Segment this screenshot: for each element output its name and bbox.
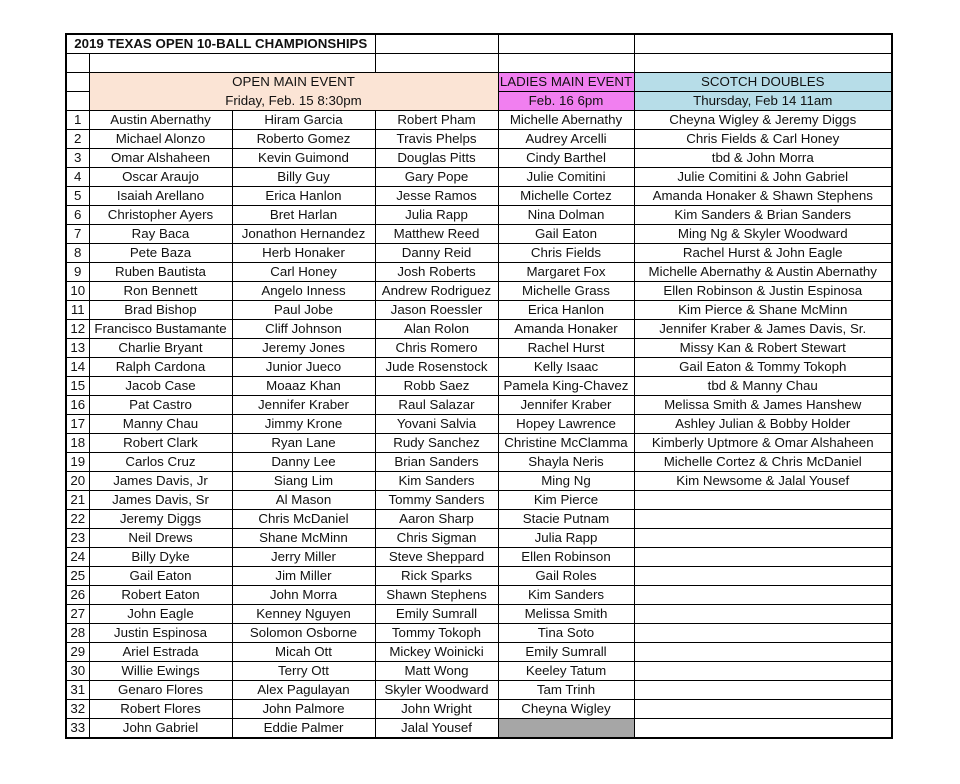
row-number: 8 — [66, 244, 89, 263]
open-player-col3: Douglas Pitts — [375, 149, 498, 168]
open-player-col2: Jimmy Krone — [232, 415, 375, 434]
ladies-player: Kim Sanders — [498, 586, 634, 605]
row-number: 21 — [66, 491, 89, 510]
ladies-player: Kelly Isaac — [498, 358, 634, 377]
table-row — [66, 586, 892, 605]
open-player-col2: Angelo Inness — [232, 282, 375, 301]
table-row — [66, 358, 892, 377]
scotch-doubles-team: Ellen Robinson & Justin Espinosa — [634, 282, 892, 301]
scotch-doubles-team: Kim Newsome & Jalal Yousef — [634, 472, 892, 491]
open-player-col3: Jalal Yousef — [375, 719, 498, 739]
table-row — [66, 301, 892, 320]
row-number: 10 — [66, 282, 89, 301]
open-player-col2: Siang Lim — [232, 472, 375, 491]
open-player-col3: Rudy Sanchez — [375, 434, 498, 453]
row-number: 18 — [66, 434, 89, 453]
row-number: 27 — [66, 605, 89, 624]
open-player-col2: Kevin Guimond — [232, 149, 375, 168]
open-player-col3: John Wright — [375, 700, 498, 719]
table-row — [66, 396, 892, 415]
row-number: 33 — [66, 719, 89, 739]
open-player-col3: Danny Reid — [375, 244, 498, 263]
row-number: 23 — [66, 529, 89, 548]
row-number: 16 — [66, 396, 89, 415]
table-row — [66, 510, 892, 529]
table-row — [66, 605, 892, 624]
open-player-col1: Genaro Flores — [89, 681, 232, 700]
blank-cell — [89, 54, 375, 73]
table-row — [66, 111, 892, 130]
open-player-col2: Moaaz Khan — [232, 377, 375, 396]
open-player-col3: Robert Pham — [375, 111, 498, 130]
table-row — [66, 472, 892, 491]
ladies-main-event-header: LADIES MAIN EVENT — [498, 73, 634, 92]
scotch-doubles-team: Kim Sanders & Brian Sanders — [634, 206, 892, 225]
open-player-col1: Willie Ewings — [89, 662, 232, 681]
row-number: 13 — [66, 339, 89, 358]
row-number: 22 — [66, 510, 89, 529]
ladies-player: Pamela King-Chavez — [498, 377, 634, 396]
row-number: 2 — [66, 130, 89, 149]
open-player-col1: Omar Alshaheen — [89, 149, 232, 168]
table-row — [66, 149, 892, 168]
scotch-doubles-team — [634, 719, 892, 739]
table-row — [66, 719, 892, 739]
open-player-col2: Shane McMinn — [232, 529, 375, 548]
open-main-event-date: Friday, Feb. 15 8:30pm — [89, 92, 498, 111]
scotch-doubles-team — [634, 529, 892, 548]
row-number: 11 — [66, 301, 89, 320]
open-player-col1: Manny Chau — [89, 415, 232, 434]
open-player-col3: Rick Sparks — [375, 567, 498, 586]
open-player-col3: Travis Phelps — [375, 130, 498, 149]
scotch-doubles-team: Gail Eaton & Tommy Tokoph — [634, 358, 892, 377]
open-player-col2: Billy Guy — [232, 168, 375, 187]
scotch-doubles-team: Amanda Honaker & Shawn Stephens — [634, 187, 892, 206]
table-row — [66, 529, 892, 548]
table-row — [66, 548, 892, 567]
table-row — [66, 339, 892, 358]
open-player-col1: James Davis, Sr — [89, 491, 232, 510]
table-row — [66, 567, 892, 586]
row-number: 6 — [66, 206, 89, 225]
ladies-player: Tina Soto — [498, 624, 634, 643]
blank-cell — [634, 54, 892, 73]
open-player-col2: Roberto Gomez — [232, 130, 375, 149]
table-row — [66, 168, 892, 187]
ladies-player: Gail Roles — [498, 567, 634, 586]
ladies-player: Michelle Abernathy — [498, 111, 634, 130]
row-number: 20 — [66, 472, 89, 491]
ladies-main-event-date: Feb. 16 6pm — [498, 92, 634, 111]
roster-table — [65, 33, 893, 739]
open-player-col3: Jude Rosenstock — [375, 358, 498, 377]
ladies-player: Kim Pierce — [498, 491, 634, 510]
open-player-col1: Michael Alonzo — [89, 130, 232, 149]
scotch-doubles-team — [634, 624, 892, 643]
table-row — [66, 491, 892, 510]
scotch-doubles-team: Melissa Smith & James Hanshew — [634, 396, 892, 415]
row-number: 31 — [66, 681, 89, 700]
open-player-col2: Carl Honey — [232, 263, 375, 282]
ladies-player: Julia Rapp — [498, 529, 634, 548]
open-player-col1: Christopher Ayers — [89, 206, 232, 225]
title-row-blank-cell — [498, 34, 634, 54]
open-player-col1: Charlie Bryant — [89, 339, 232, 358]
table-row — [66, 320, 892, 339]
title-row-blank-cell — [375, 34, 498, 54]
ladies-player: Stacie Putnam — [498, 510, 634, 529]
open-player-col3: Andrew Rodriguez — [375, 282, 498, 301]
open-player-col1: Isaiah Arellano — [89, 187, 232, 206]
open-player-col1: Robert Eaton — [89, 586, 232, 605]
scotch-doubles-team — [634, 700, 892, 719]
open-player-col3: Gary Pope — [375, 168, 498, 187]
scotch-doubles-date: Thursday, Feb 14 11am — [634, 92, 892, 111]
scotch-doubles-team: Jennifer Kraber & James Davis, Sr. — [634, 320, 892, 339]
open-player-col1: Ariel Estrada — [89, 643, 232, 662]
row-number: 9 — [66, 263, 89, 282]
ladies-player: Cindy Barthel — [498, 149, 634, 168]
scotch-doubles-team: Cheyna Wigley & Jeremy Diggs — [634, 111, 892, 130]
open-player-col2: Eddie Palmer — [232, 719, 375, 739]
scotch-doubles-team: Kim Pierce & Shane McMinn — [634, 301, 892, 320]
scotch-doubles-team: Julie Comitini & John Gabriel — [634, 168, 892, 187]
open-player-col2: Alex Pagulayan — [232, 681, 375, 700]
sheet-title: 2019 TEXAS OPEN 10-BALL CHAMPIONSHIPS — [66, 34, 375, 54]
table-row — [66, 415, 892, 434]
ladies-player: Emily Sumrall — [498, 643, 634, 662]
ladies-player: Julie Comitini — [498, 168, 634, 187]
row-number: 3 — [66, 149, 89, 168]
table-row — [66, 225, 892, 244]
open-player-col2: John Morra — [232, 586, 375, 605]
row-number: 7 — [66, 225, 89, 244]
ladies-player: Keeley Tatum — [498, 662, 634, 681]
open-player-col2: Chris McDaniel — [232, 510, 375, 529]
open-player-col3: Steve Sheppard — [375, 548, 498, 567]
open-player-col3: Brian Sanders — [375, 453, 498, 472]
open-player-col1: Jeremy Diggs — [89, 510, 232, 529]
table-row — [66, 206, 892, 225]
open-player-col1: Carlos Cruz — [89, 453, 232, 472]
ladies-player: Amanda Honaker — [498, 320, 634, 339]
open-player-col1: Francisco Bustamante — [89, 320, 232, 339]
open-player-col1: Oscar Araujo — [89, 168, 232, 187]
open-player-col3: Tommy Tokoph — [375, 624, 498, 643]
open-player-col2: Ryan Lane — [232, 434, 375, 453]
ladies-player: Chris Fields — [498, 244, 634, 263]
table-row — [66, 700, 892, 719]
open-player-col3: Tommy Sanders — [375, 491, 498, 510]
open-player-col2: Jeremy Jones — [232, 339, 375, 358]
table-row — [66, 662, 892, 681]
open-player-col1: Neil Drews — [89, 529, 232, 548]
open-player-col3: Yovani Salvia — [375, 415, 498, 434]
ladies-player: Jennifer Kraber — [498, 396, 634, 415]
row-number: 4 — [66, 168, 89, 187]
open-player-col1: Billy Dyke — [89, 548, 232, 567]
header-num-cell — [66, 92, 89, 111]
row-number: 24 — [66, 548, 89, 567]
open-player-col3: Mickey Woinicki — [375, 643, 498, 662]
title-row-blank-cell — [634, 34, 892, 54]
open-player-col2: Al Mason — [232, 491, 375, 510]
scotch-doubles-header: SCOTCH DOUBLES — [634, 73, 892, 92]
table-row — [66, 681, 892, 700]
open-player-col3: Josh Roberts — [375, 263, 498, 282]
open-player-col3: Shawn Stephens — [375, 586, 498, 605]
open-player-col1: Robert Flores — [89, 700, 232, 719]
ladies-player: Ming Ng — [498, 472, 634, 491]
scotch-doubles-team: Ashley Julian & Bobby Holder — [634, 415, 892, 434]
scotch-doubles-team — [634, 643, 892, 662]
table-row — [66, 187, 892, 206]
open-player-col2: Danny Lee — [232, 453, 375, 472]
scotch-doubles-team: tbd & Manny Chau — [634, 377, 892, 396]
row-number: 26 — [66, 586, 89, 605]
row-number: 32 — [66, 700, 89, 719]
row-number: 1 — [66, 111, 89, 130]
table-row — [66, 377, 892, 396]
header-row-2 — [66, 92, 892, 111]
ladies-player: Margaret Fox — [498, 263, 634, 282]
open-player-col1: Justin Espinosa — [89, 624, 232, 643]
open-player-col3: Kim Sanders — [375, 472, 498, 491]
ladies-player: Hopey Lawrence — [498, 415, 634, 434]
table-row — [66, 282, 892, 301]
open-player-col3: Alan Rolon — [375, 320, 498, 339]
ladies-player: Melissa Smith — [498, 605, 634, 624]
ladies-player: Erica Hanlon — [498, 301, 634, 320]
scotch-doubles-team — [634, 605, 892, 624]
open-player-col2: Junior Jueco — [232, 358, 375, 377]
header-num-cell — [66, 73, 89, 92]
open-player-col2: Erica Hanlon — [232, 187, 375, 206]
ladies-player: Christine McClamma — [498, 434, 634, 453]
open-player-col3: Skyler Woodward — [375, 681, 498, 700]
open-player-col1: Gail Eaton — [89, 567, 232, 586]
row-number: 30 — [66, 662, 89, 681]
open-player-col1: Ralph Cardona — [89, 358, 232, 377]
open-player-col2: Bret Harlan — [232, 206, 375, 225]
blank-cell — [375, 54, 498, 73]
ladies-player: Audrey Arcelli — [498, 130, 634, 149]
open-player-col3: Julia Rapp — [375, 206, 498, 225]
open-player-col1: Ron Bennett — [89, 282, 232, 301]
blank-cell — [498, 54, 634, 73]
open-player-col2: Jonathon Hernandez — [232, 225, 375, 244]
ladies-player: Michelle Cortez — [498, 187, 634, 206]
open-player-col2: Jennifer Kraber — [232, 396, 375, 415]
table-row — [66, 624, 892, 643]
open-player-col2: Hiram Garcia — [232, 111, 375, 130]
scotch-doubles-team: tbd & John Morra — [634, 149, 892, 168]
scotch-doubles-team: Kimberly Uptmore & Omar Alshaheen — [634, 434, 892, 453]
table-row — [66, 130, 892, 149]
row-number: 5 — [66, 187, 89, 206]
open-player-col1: Ruben Bautista — [89, 263, 232, 282]
open-player-col1: Robert Clark — [89, 434, 232, 453]
open-player-col1: James Davis, Jr — [89, 472, 232, 491]
title-row — [66, 34, 892, 54]
open-player-col1: Ray Baca — [89, 225, 232, 244]
open-player-col1: Austin Abernathy — [89, 111, 232, 130]
open-player-col2: Terry Ott — [232, 662, 375, 681]
row-number: 28 — [66, 624, 89, 643]
ladies-player: Gail Eaton — [498, 225, 634, 244]
row-number: 25 — [66, 567, 89, 586]
open-player-col1: John Gabriel — [89, 719, 232, 739]
open-player-col1: Jacob Case — [89, 377, 232, 396]
open-player-col1: John Eagle — [89, 605, 232, 624]
row-number: 19 — [66, 453, 89, 472]
scotch-doubles-team — [634, 567, 892, 586]
scotch-doubles-team: Chris Fields & Carl Honey — [634, 130, 892, 149]
open-player-col3: Emily Sumrall — [375, 605, 498, 624]
open-player-col3: Chris Romero — [375, 339, 498, 358]
open-player-col2: John Palmore — [232, 700, 375, 719]
scotch-doubles-team — [634, 510, 892, 529]
open-main-event-header: OPEN MAIN EVENT — [89, 73, 498, 92]
open-player-col3: Matt Wong — [375, 662, 498, 681]
open-player-col3: Jason Roessler — [375, 301, 498, 320]
open-player-col2: Solomon Osborne — [232, 624, 375, 643]
blank-row — [66, 54, 892, 73]
table-row — [66, 453, 892, 472]
table-row — [66, 643, 892, 662]
scotch-doubles-team: Michelle Abernathy & Austin Abernathy — [634, 263, 892, 282]
table-row — [66, 434, 892, 453]
scotch-doubles-team — [634, 548, 892, 567]
row-number: 12 — [66, 320, 89, 339]
open-player-col2: Kenney Nguyen — [232, 605, 375, 624]
open-player-col3: Raul Salazar — [375, 396, 498, 415]
open-player-col2: Cliff Johnson — [232, 320, 375, 339]
row-number: 29 — [66, 643, 89, 662]
ladies-player — [498, 719, 634, 739]
scotch-doubles-team: Michelle Cortez & Chris McDaniel — [634, 453, 892, 472]
open-player-col3: Jesse Ramos — [375, 187, 498, 206]
row-number: 15 — [66, 377, 89, 396]
open-player-col3: Matthew Reed — [375, 225, 498, 244]
scotch-doubles-team: Ming Ng & Skyler Woodward — [634, 225, 892, 244]
ladies-player: Ellen Robinson — [498, 548, 634, 567]
open-player-col3: Chris Sigman — [375, 529, 498, 548]
blank-cell — [66, 54, 89, 73]
scotch-doubles-team — [634, 491, 892, 510]
open-player-col2: Paul Jobe — [232, 301, 375, 320]
open-player-col3: Robb Saez — [375, 377, 498, 396]
open-player-col1: Pat Castro — [89, 396, 232, 415]
open-player-col2: Herb Honaker — [232, 244, 375, 263]
open-player-col3: Aaron Sharp — [375, 510, 498, 529]
ladies-player: Michelle Grass — [498, 282, 634, 301]
ladies-player: Rachel Hurst — [498, 339, 634, 358]
open-player-col1: Pete Baza — [89, 244, 232, 263]
scotch-doubles-team — [634, 681, 892, 700]
scotch-doubles-team: Missy Kan & Robert Stewart — [634, 339, 892, 358]
ladies-player: Tam Trinh — [498, 681, 634, 700]
open-player-col2: Jerry Miller — [232, 548, 375, 567]
row-number: 14 — [66, 358, 89, 377]
open-player-col2: Micah Ott — [232, 643, 375, 662]
ladies-player: Cheyna Wigley — [498, 700, 634, 719]
scotch-doubles-team: Rachel Hurst & John Eagle — [634, 244, 892, 263]
row-number: 17 — [66, 415, 89, 434]
open-player-col2: Jim Miller — [232, 567, 375, 586]
scotch-doubles-team — [634, 662, 892, 681]
scotch-doubles-team — [634, 586, 892, 605]
open-player-col1: Brad Bishop — [89, 301, 232, 320]
ladies-player: Nina Dolman — [498, 206, 634, 225]
ladies-player: Shayla Neris — [498, 453, 634, 472]
table-row — [66, 263, 892, 282]
header-row-1 — [66, 73, 892, 92]
table-row — [66, 244, 892, 263]
